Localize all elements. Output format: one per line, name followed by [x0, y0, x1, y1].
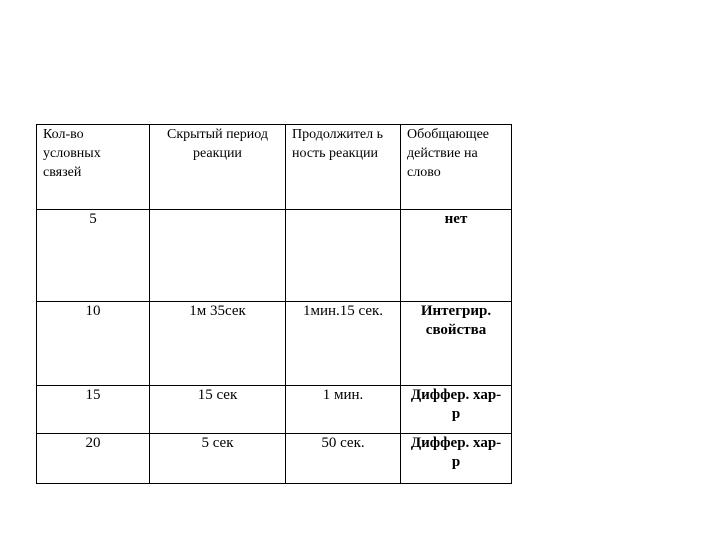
row-duration: 50 сек.	[286, 434, 401, 484]
table-row	[37, 210, 512, 302]
header-row	[37, 125, 512, 210]
row-duration	[286, 210, 401, 302]
row-generalization	[401, 302, 512, 386]
row-generalization-text: Диффер. хар-р	[410, 435, 502, 470]
header-duration	[286, 125, 401, 210]
row-generalization-text: Диффер. хар-р	[410, 387, 502, 422]
header-generalization	[401, 125, 512, 210]
header-generalization-text: Обобщающее действие на слово	[407, 127, 490, 180]
row-generalization-text: Интегрир. свойства	[420, 303, 492, 338]
row-latency: 5 сек	[150, 434, 286, 484]
header-latency	[150, 125, 286, 210]
table-row	[37, 434, 512, 484]
row-count: 20	[37, 434, 150, 484]
header-duration-text: Продолжител ьность реакции	[292, 127, 383, 161]
reflex-table	[36, 124, 512, 484]
header-latency-text: Скрытый период реакции	[167, 127, 268, 161]
row-count: 10	[37, 302, 150, 386]
header-count-text: Кол-во условных связей	[43, 127, 101, 180]
row-latency	[150, 210, 286, 302]
row-generalization	[401, 386, 512, 434]
table-row	[37, 386, 512, 434]
row-generalization: нет	[401, 210, 512, 302]
row-count: 15	[37, 386, 150, 434]
row-duration: 1мин.15 сек.	[286, 302, 401, 386]
header-count	[37, 125, 150, 210]
row-generalization	[401, 434, 512, 484]
row-latency: 15 сек	[150, 386, 286, 434]
row-duration: 1 мин.	[286, 386, 401, 434]
row-latency: 1м 35сек	[150, 302, 286, 386]
table-row	[37, 302, 512, 386]
row-count: 5	[37, 210, 150, 302]
